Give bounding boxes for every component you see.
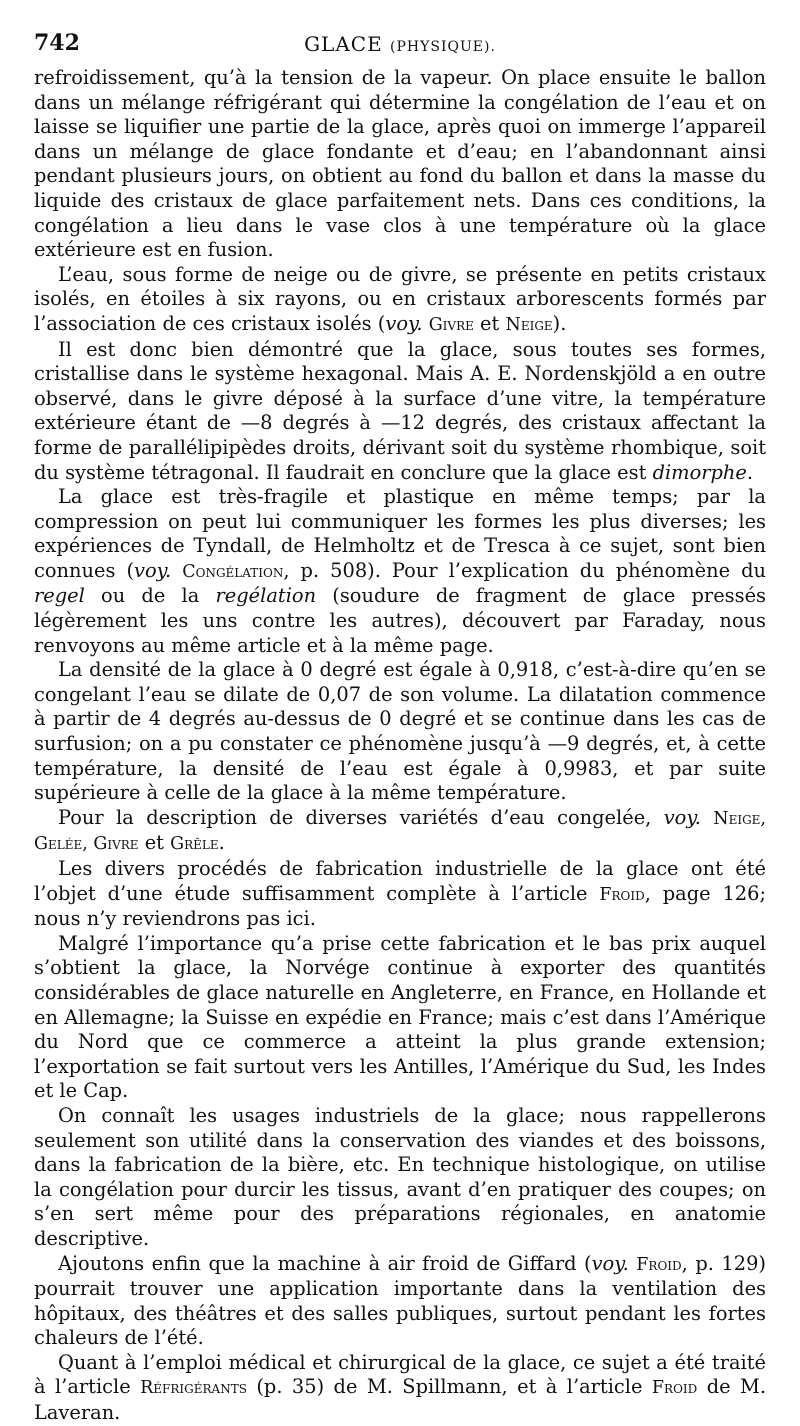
cross-reference: Froid — [651, 1378, 698, 1399]
cross-reference: Neige, Gelée, Givre — [34, 808, 766, 855]
paragraph-6: Pour la description de diverses variétés d’eau congelée, voy. Neige, Gelée, Givre et Grêle. — [34, 805, 766, 855]
page — [34, 30, 766, 1426]
paragraph-3: Il est donc bien démontré que la glace, sous toutes ses formes, cristallise dans le système hexagonal. Mais A. E. Nordenskjöld a en outre observé, dans le givre déposé à la surface d’une vitre, la température extérieure étant de —8 degrés à —12 degrés, des cristaux affectant la forme de parallélipipèdes droits, dérivant soit du système rhombique, soit du système tétragonal. Il faudrait en conclure que la glace est dimorphe. — [34, 337, 766, 484]
paragraph-1: refroidissement, qu’à la tension de la vapeur. On place ensuite le ballon dans un mélange réfrigérant qui détermine la congélation de l’eau et on laisse se liquifier une partie de la glace, après quoi on immerge l’appareil dans un mélange de glace fondante et d’eau; en l’abandonnant ainsi pendant plusieurs jours, on obtient au fond du ballon et dans la masse du liquide des cristaux de glace parfaitement nets. Dans ces conditions, la congélation a lieu dans le vase clos à une température où la glace extérieure est en fusion. — [34, 66, 766, 262]
paragraph-4: La glace est très-fragile et plastique en même temps; par la compression on peut lui communiquer les formes les plus diverses; les expériences de Tyndall, de Helmholtz et de Tresca à ce sujet, sont bien connues (voy. Congélation, p. 508). Pour l’explication du phénomène du regel ou de la regélation (soudure de fragment de glace pressés légèrement les uns contre les autres), découvert par Faraday, nous renvoyons au même article et à la même page. — [34, 485, 767, 657]
voy-abbrev: voy. — [134, 558, 172, 582]
voy-abbrev: voy. — [385, 311, 423, 335]
running-title — [34, 32, 766, 56]
italic-term: regélation — [215, 584, 317, 608]
cross-reference: Neige — [505, 314, 553, 335]
cross-reference: Congélation — [182, 561, 284, 582]
running-title-subtitle: (PHYSIQUE). — [390, 39, 496, 55]
cross-reference: Froid — [599, 884, 645, 905]
cross-reference: Froid — [636, 1254, 682, 1275]
cross-reference: Givre — [428, 314, 474, 335]
paragraph-5: La densité de la glace à 0 degré est égale à 0,918, c’est-à-dire qu’en se congelant l’eau se dilate de 0,07 de son volume. La dilatation commence à partir de 4 degrés au-dessus de 0 degré et se continue dans les cas de surfusion; on a pu constater ce phénomène jusqu’à —9 degrés, et, à cette température, la densité de l’eau est égale à 0,9983, et par suite supérieure à celle de la glace à la même température. — [34, 658, 766, 805]
paragraph-8: Malgré l’importance qu’a prise cette fabrication et le bas prix auquel s’obtient la glace, la Norvége continue à exporter des quantités considérables de glace naturelle en Angleterre, en France, en Hollande et en Allemagne; la Suisse en expédie en France; mais c’est dans l’Amérique du Nord que ce commerce a atteint la plus grande extension; l’exportation se fait surtout vers les Antilles, l’Amérique du Sud, les Indes et le Cap. — [34, 931, 766, 1103]
voy-abbrev: voy. — [663, 805, 701, 829]
cross-reference: Réfrigérants — [140, 1378, 247, 1399]
body-text — [34, 66, 766, 1426]
cross-reference: Grêle — [170, 834, 219, 855]
italic-term: regel — [34, 584, 85, 608]
italic-term: dimorphe — [652, 460, 747, 484]
paragraph-7: Les divers procédés de fabrication industrielle de la glace ont été l’objet d’une étude suffisamment complète à l’article Froid, page 126; nous n’y reviendrons pas ici. — [34, 857, 766, 931]
paragraph-11: Quant à l’emploi médical et chirurgical de la glace, ce sujet a été traité à l’article Réfrigérants (p. 35) de M. Spillmann, et à l’article Froid de M. Laveran. — [34, 1350, 767, 1425]
paragraph-9: On connaît les usages industriels de la glace; nous rappellerons seulement son utilité dans la conservation des viandes et des boissons, dans la fabrication de la bière, etc. En technique histologique, on utilise la congélation pour durcir les tissus, avant d’en pratiquer des coupes; on s’en sert même pour des préparations régionales, en anatomie descriptive. — [34, 1103, 766, 1250]
paragraph-10: Ajoutons enfin que la machine à air froid de Giffard (voy. Froid, p. 129) pourrait trouver une application importante dans la ventilation des hôpitaux, des théâtres et des salles publiques, surtout pendant les fortes chaleurs de l’été. — [34, 1251, 766, 1350]
voy-abbrev: voy. — [591, 1251, 629, 1275]
page-number: 742 — [34, 30, 80, 56]
running-title-main: GLACE — [304, 32, 383, 56]
paragraph-2: L’eau, sous forme de neige ou de givre, se présente en petits cristaux isolés, en étoiles à six rayons, ou en cristaux arborescents formés par l’association de ces cristaux isolés (voy. Givre et Neige). — [34, 262, 766, 335]
running-header — [34, 30, 766, 60]
